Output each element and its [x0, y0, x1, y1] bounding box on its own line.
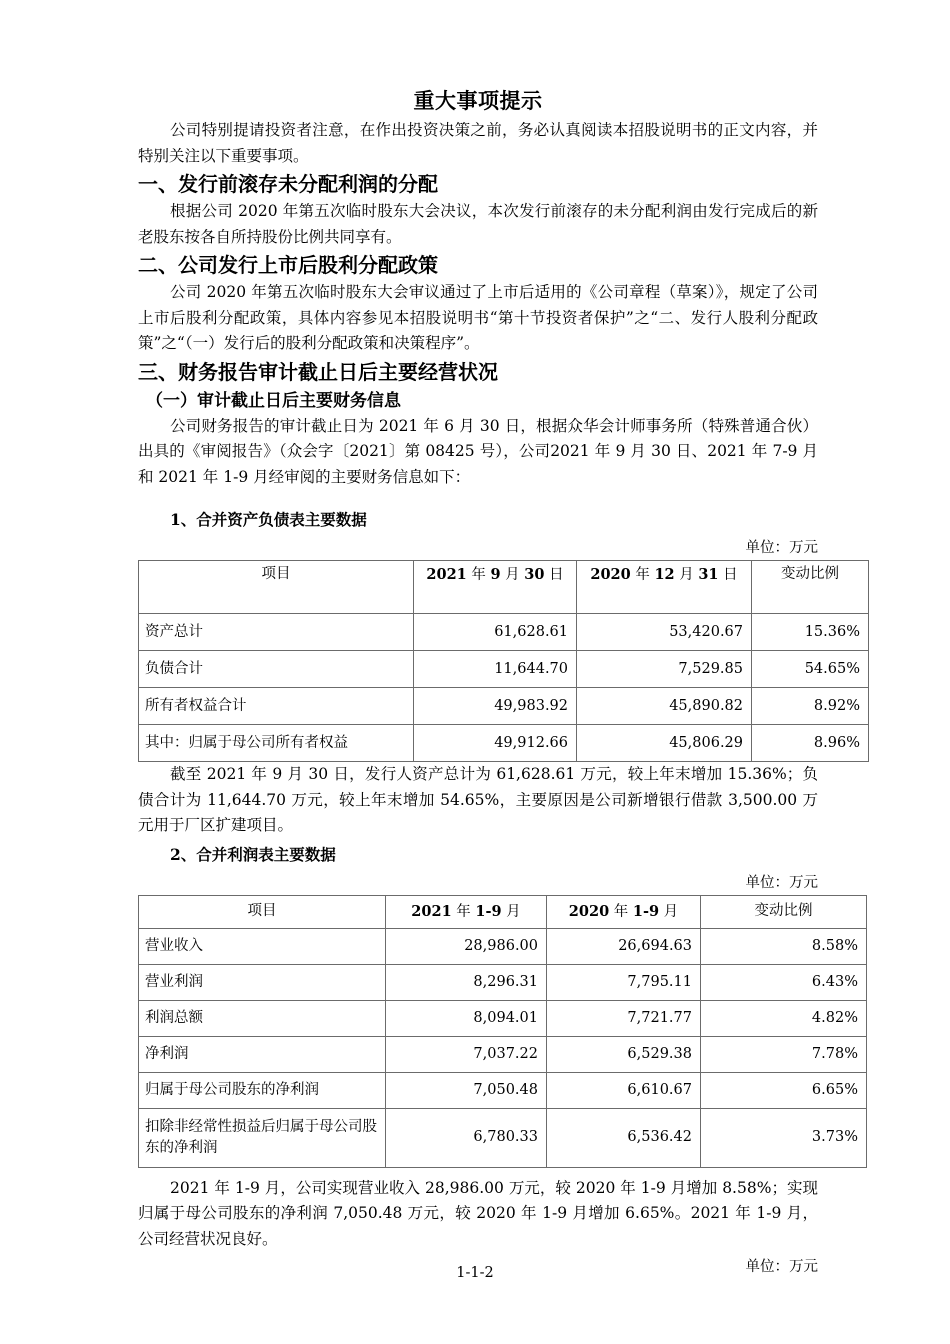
- row-value-2020: 45,806.29: [577, 725, 752, 762]
- section-heading-2: 二、公司发行上市后股利分配政策: [138, 253, 438, 277]
- table-row: [139, 688, 869, 725]
- table-row: [139, 928, 867, 964]
- trailing-unit-label: 单位：万元: [745, 1259, 818, 1275]
- row-value-2020: 7,721.77: [547, 1000, 701, 1036]
- table-row: [139, 651, 869, 688]
- income-statement-table: [138, 895, 867, 1168]
- balance-sheet-commentary: 截至 2021 年 9 月 30 日，发行人资产总计为 61,628.61 万元，较上年末增加 15.36%；负债合计为 11,644.70 万元，较上年末增加 54.65%，主要原因是公司新增银行借款 3,500.00 万元用于厂区扩建项目。: [138, 765, 818, 834]
- header-cell-2021-09-30: 2021 年 9 月 30 日: [414, 561, 577, 614]
- row-value-2021: 28,986.00: [386, 928, 547, 964]
- row-label: 营业利润: [139, 964, 386, 1000]
- income-statement-commentary: 2021 年 1-9 月，公司实现营业收入 28,986.00 万元，较 2020 年 1-9 月增加 8.58%；实现归属于母公司股东的净利润 7,050.48 万元，较 2020 年 1-9 月增加 6.65%。2021 年 1-9 月，公司经营状况良好。: [138, 1178, 818, 1248]
- row-value-2020: 7,529.85: [577, 651, 752, 688]
- row-value-2021: 11,644.70: [414, 651, 577, 688]
- header-cell-item: 项目: [139, 895, 386, 928]
- section-heading-1: 一、发行前滚存未分配利润的分配: [138, 172, 438, 196]
- row-value-2020: 6,610.67: [547, 1072, 701, 1108]
- row-label: 负债合计: [139, 651, 414, 688]
- row-label: 资产总计: [139, 614, 414, 651]
- row-change: 8.58%: [701, 928, 867, 964]
- row-label: 净利润: [139, 1036, 386, 1072]
- row-label: 所有者权益合计: [139, 688, 414, 725]
- row-change: 54.65%: [752, 651, 869, 688]
- row-value-2021: 7,037.22: [386, 1036, 547, 1072]
- row-value-2021: 6,780.33: [386, 1108, 547, 1167]
- row-change: 4.82%: [701, 1000, 867, 1036]
- row-value-2020: 45,890.82: [577, 688, 752, 725]
- intro-paragraph: 公司特别提请投资者注意，在作出投资决策之前，务必认真阅读本招股说明书的正文内容，并特别关注以下重要事项。: [138, 121, 818, 165]
- row-label: 归属于母公司股东的净利润: [139, 1072, 386, 1108]
- row-change: 8.96%: [752, 725, 869, 762]
- row-value-2021: 49,983.92: [414, 688, 577, 725]
- row-label: 利润总额: [139, 1000, 386, 1036]
- income-statement-unit-label: 单位：万元: [745, 874, 818, 891]
- table-row: [139, 964, 867, 1000]
- page-title: 重大事项提示: [413, 89, 543, 113]
- table-header-row: [139, 561, 869, 614]
- section-heading-3: 三、财务报告审计截止日后主要经营状况: [138, 359, 498, 384]
- row-value-2021: 61,628.61: [414, 614, 577, 651]
- row-change: 8.92%: [752, 688, 869, 725]
- row-value-2021: 8,296.31: [386, 964, 547, 1000]
- table-header-row: [139, 895, 867, 928]
- header-cell-2020-12-31: 2020 年 12 月 31 日: [577, 561, 752, 614]
- row-value-2021: 8,094.01: [386, 1000, 547, 1036]
- row-value-2020: 6,529.38: [547, 1036, 701, 1072]
- section-paragraph-3: 公司财务报告的审计截止日为 2021 年 6 月 30 日，根据众华会计师事务所（特殊普通合伙）出具的《审阅报告》（众会字〔2021〕第 08425 号），公司2021 年 9 月 30 日、2021 年 7-9 月和 2021 年 1-9 月经审阅的主要财务信息如下：: [138, 416, 818, 486]
- row-change: 6.65%: [701, 1072, 867, 1108]
- table-row: [139, 1108, 867, 1167]
- section-paragraph-2: 公司 2020 年第五次临时股东大会审议通过了上市后适用的《公司章程（草案）》，规定了公司上市后股利分配政策，具体内容参见本招股说明书“第十节投资者保护”之“二、发行人股利分配政策”之“（一）发行后的股利分配政策和决策程序”。: [138, 283, 818, 352]
- row-label: 扣除非经常性损益后归属于母公司股东的净利润: [139, 1108, 386, 1167]
- section-paragraph-1: 根据公司 2020 年第五次临时股东大会决议，本次发行前滚存的未分配利润由发行完成后的新老股东按各自所持股份比例共同享有。: [138, 202, 818, 246]
- row-value-2021: 7,050.48: [386, 1072, 547, 1108]
- page-content: [138, 86, 860, 1279]
- page-footer: 1-1-2: [456, 1265, 494, 1281]
- row-change: 15.36%: [752, 614, 869, 651]
- row-value-2020: 53,420.67: [577, 614, 752, 651]
- balance-sheet-table: [138, 560, 869, 762]
- balance-sheet-unit-label: 单位：万元: [745, 540, 818, 556]
- row-value-2021: 49,912.66: [414, 725, 577, 762]
- header-cell-item: 项目: [139, 561, 414, 614]
- row-change: 7.78%: [701, 1036, 867, 1072]
- header-cell-change-ratio: 变动比例: [752, 561, 869, 614]
- table-row: [139, 1000, 867, 1036]
- subsection-heading-3-1: （一）审计截止日后主要财务信息: [146, 390, 401, 411]
- table-row: [139, 614, 869, 651]
- row-label: 营业收入: [139, 928, 386, 964]
- row-label: 其中：归属于母公司所有者权益: [139, 725, 414, 762]
- row-change: 6.43%: [701, 964, 867, 1000]
- header-cell-2020-1-9: 2020 年 1-9 月: [547, 895, 701, 928]
- table-row: [139, 1036, 867, 1072]
- balance-sheet-caption: 1、合并资产负债表主要数据: [170, 510, 367, 529]
- income-statement-caption: 2、合并利润表主要数据: [170, 844, 336, 864]
- table-row: [139, 1072, 867, 1108]
- row-value-2020: 6,536.42: [547, 1108, 701, 1167]
- row-change: 3.73%: [701, 1108, 867, 1167]
- header-cell-change-ratio: 变动比例: [701, 895, 867, 928]
- table-row: [139, 725, 869, 762]
- row-value-2020: 26,694.63: [547, 928, 701, 964]
- row-value-2020: 7,795.11: [547, 964, 701, 1000]
- header-cell-2021-1-9: 2021 年 1-9 月: [386, 895, 547, 928]
